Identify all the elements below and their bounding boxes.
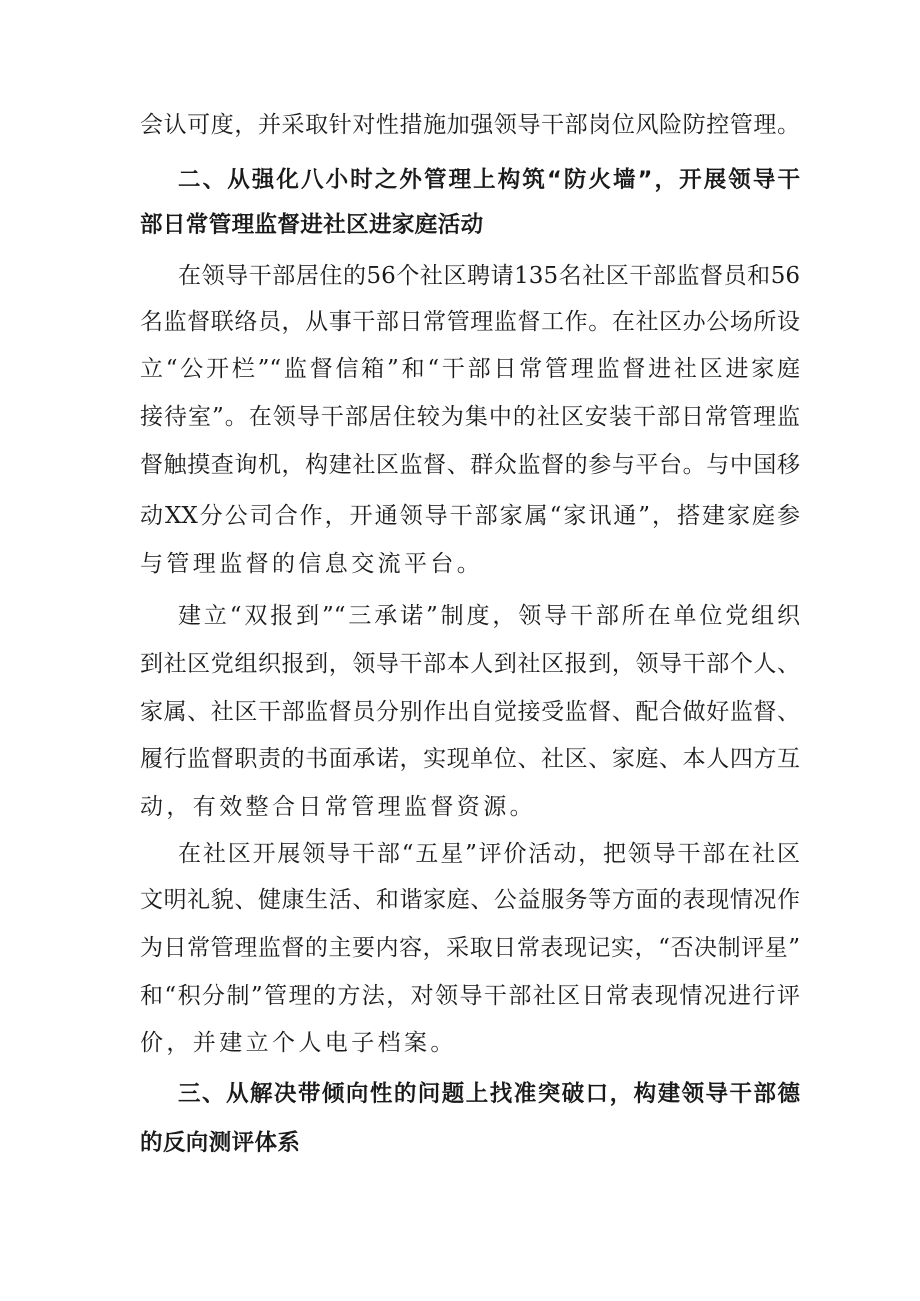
paragraph-line: 履行监督职责的书面承诺，实现单位、社区、家庭、本人四方互 <box>140 746 800 772</box>
paragraph-line: 在社区开展领导干部“五星”评价活动，把领导干部在社区 <box>178 841 800 867</box>
paragraph-line: 和“积分制”管理的方法，对领导干部社区日常表现情况进行评 <box>140 983 800 1009</box>
paragraph-line: 到社区党组织报到，领导干部本人到社区报到，领导干部个人、 <box>140 651 800 677</box>
section-heading-line: 部日常管理监督进社区进家庭活动 <box>140 212 484 238</box>
paragraph-line: 为日常管理监督的主要内容，采取日常表现记实，“否决制评星” <box>140 935 800 961</box>
paragraph-line: 动XX分公司合作，开通领导干部家属“家讯通”，搭建家庭参 <box>140 503 800 529</box>
paragraph-line: 接待室”。在领导干部居住较为集中的社区安装干部日常管理监 <box>140 404 800 430</box>
paragraph-line: 会认可度，并采取针对性措施加强领导干部岗位风险防控管理。 <box>140 112 800 138</box>
paragraph-line: 在领导干部居住的56个社区聘请135名社区干部监督员和56 <box>178 263 800 289</box>
section-heading-line: 二、从强化八小时之外管理上构筑“防火墙”，开展领导干 <box>178 167 800 193</box>
paragraph-line: 建立“双报到”“三承诺”制度，领导干部所在单位党组织 <box>178 603 800 629</box>
paragraph-line: 名监督联络员，从事干部日常管理监督工作。在社区办公场所设 <box>140 309 800 335</box>
paragraph-line: 家属、社区干部监督员分别作出自觉接受监督、配合做好监督、 <box>140 699 800 725</box>
section-heading-line: 三、从解决带倾向性的问题上找准突破口，构建领导干部德 <box>178 1081 800 1107</box>
paragraph-line: 立“公开栏”“监督信箱”和“干部日常管理监督进社区进家庭 <box>140 356 800 382</box>
paragraph-line: 文明礼貌、健康生活、和谐家庭、公益服务等方面的表现情况作 <box>140 887 800 913</box>
paragraph-line: 与管理监督的信息交流平台。 <box>140 551 484 577</box>
paragraph-line: 动，有效整合日常管理监督资源。 <box>140 794 536 820</box>
section-heading-line: 的反向测评体系 <box>140 1130 301 1156</box>
paragraph-line: 价，并建立个人电子档案。 <box>140 1030 457 1056</box>
paragraph-line: 督触摸查询机，构建社区监督、群众监督的参与平台。与中国移 <box>140 452 800 478</box>
